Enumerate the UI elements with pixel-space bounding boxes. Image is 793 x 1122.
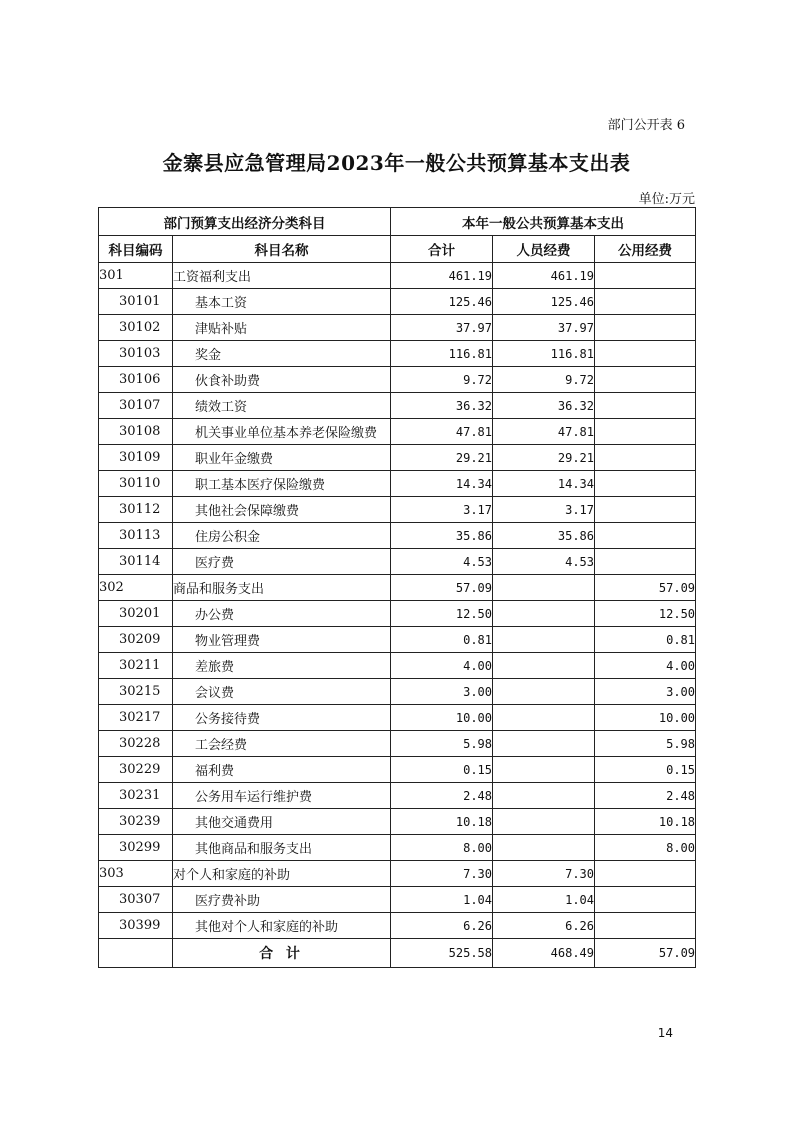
row-name: 其他对个人和家庭的补助 xyxy=(173,913,391,939)
row-name: 福利费 xyxy=(173,757,391,783)
column-header-code: 科目编码 xyxy=(99,236,173,263)
total-row xyxy=(99,939,696,968)
row-total: 4.53 xyxy=(391,549,493,575)
row-public xyxy=(595,523,696,549)
table-row xyxy=(99,419,696,445)
row-name: 商品和服务支出 xyxy=(173,575,391,601)
table-row xyxy=(99,913,696,939)
row-name: 会议费 xyxy=(173,679,391,705)
row-personnel: 36.32 xyxy=(493,393,595,419)
table-number: 部门公开表 6 xyxy=(607,118,685,133)
row-code: 30217 xyxy=(99,705,173,731)
row-code: 30106 xyxy=(99,367,173,393)
total-personnel: 468.49 xyxy=(493,939,595,968)
table-row xyxy=(99,601,696,627)
row-total: 9.72 xyxy=(391,367,493,393)
row-total: 14.34 xyxy=(391,471,493,497)
row-personnel xyxy=(493,809,595,835)
row-code: 30399 xyxy=(99,913,173,939)
row-total: 2.48 xyxy=(391,783,493,809)
row-name: 对个人和家庭的补助 xyxy=(173,861,391,887)
page-title: 金寨县应急管理局2023年一般公共预算基本支出表 xyxy=(162,151,631,175)
row-code: 30108 xyxy=(99,419,173,445)
row-public: 2.48 xyxy=(595,783,696,809)
row-personnel xyxy=(493,705,595,731)
row-code: 30239 xyxy=(99,809,173,835)
row-personnel: 37.97 xyxy=(493,315,595,341)
row-personnel xyxy=(493,653,595,679)
row-total: 8.00 xyxy=(391,835,493,861)
total-code-cell xyxy=(99,939,173,968)
row-personnel: 29.21 xyxy=(493,445,595,471)
row-name: 其他交通费用 xyxy=(173,809,391,835)
table-row xyxy=(99,393,696,419)
row-code: 30107 xyxy=(99,393,173,419)
row-code: 30228 xyxy=(99,731,173,757)
row-total: 12.50 xyxy=(391,601,493,627)
column-header-name: 科目名称 xyxy=(173,236,391,263)
row-public xyxy=(595,367,696,393)
table-row xyxy=(99,341,696,367)
row-public xyxy=(595,497,696,523)
row-total: 3.17 xyxy=(391,497,493,523)
row-personnel: 7.30 xyxy=(493,861,595,887)
row-code: 30103 xyxy=(99,341,173,367)
row-code: 30109 xyxy=(99,445,173,471)
row-public xyxy=(595,315,696,341)
row-total: 0.15 xyxy=(391,757,493,783)
table-row xyxy=(99,627,696,653)
row-personnel: 4.53 xyxy=(493,549,595,575)
row-code: 30112 xyxy=(99,497,173,523)
row-name: 职工基本医疗保险缴费 xyxy=(173,471,391,497)
row-public: 12.50 xyxy=(595,601,696,627)
row-public xyxy=(595,289,696,315)
row-total: 10.00 xyxy=(391,705,493,731)
row-public xyxy=(595,263,696,289)
row-name: 差旅费 xyxy=(173,653,391,679)
table-row xyxy=(99,809,696,835)
row-name: 绩效工资 xyxy=(173,393,391,419)
row-total: 10.18 xyxy=(391,809,493,835)
row-total: 3.00 xyxy=(391,679,493,705)
row-name: 奖金 xyxy=(173,341,391,367)
table-row xyxy=(99,679,696,705)
row-total: 29.21 xyxy=(391,445,493,471)
row-code: 30113 xyxy=(99,523,173,549)
unit-label: 单位:万元 xyxy=(638,192,695,207)
row-total: 4.00 xyxy=(391,653,493,679)
row-code: 302 xyxy=(99,575,173,601)
row-code: 30209 xyxy=(99,627,173,653)
row-public: 10.18 xyxy=(595,809,696,835)
row-personnel: 47.81 xyxy=(493,419,595,445)
table-row xyxy=(99,263,696,289)
row-code: 30231 xyxy=(99,783,173,809)
row-total: 35.86 xyxy=(391,523,493,549)
column-header-personnel: 人员经费 xyxy=(493,236,595,263)
row-name: 医疗费 xyxy=(173,549,391,575)
table-row xyxy=(99,731,696,757)
row-code: 30229 xyxy=(99,757,173,783)
table-row xyxy=(99,705,696,731)
row-public xyxy=(595,887,696,913)
row-personnel: 116.81 xyxy=(493,341,595,367)
row-public xyxy=(595,913,696,939)
total-public: 57.09 xyxy=(595,939,696,968)
row-total: 36.32 xyxy=(391,393,493,419)
table-row xyxy=(99,367,696,393)
row-code: 303 xyxy=(99,861,173,887)
row-personnel xyxy=(493,731,595,757)
table-row xyxy=(99,289,696,315)
row-code: 30110 xyxy=(99,471,173,497)
table-row xyxy=(99,523,696,549)
table-row xyxy=(99,497,696,523)
table-row xyxy=(99,471,696,497)
row-public: 3.00 xyxy=(595,679,696,705)
row-personnel xyxy=(493,835,595,861)
table-row xyxy=(99,575,696,601)
row-total: 116.81 xyxy=(391,341,493,367)
row-name: 公务接待费 xyxy=(173,705,391,731)
row-personnel xyxy=(493,627,595,653)
row-personnel xyxy=(493,783,595,809)
row-name: 基本工资 xyxy=(173,289,391,315)
row-total: 461.19 xyxy=(391,263,493,289)
row-name: 公务用车运行维护费 xyxy=(173,783,391,809)
row-total: 57.09 xyxy=(391,575,493,601)
table-row xyxy=(99,549,696,575)
row-name: 工会经费 xyxy=(173,731,391,757)
row-name: 津贴补贴 xyxy=(173,315,391,341)
table-row xyxy=(99,835,696,861)
row-personnel: 6.26 xyxy=(493,913,595,939)
row-code: 30215 xyxy=(99,679,173,705)
row-public xyxy=(595,549,696,575)
row-public: 4.00 xyxy=(595,653,696,679)
row-total: 1.04 xyxy=(391,887,493,913)
row-personnel: 1.04 xyxy=(493,887,595,913)
row-total: 6.26 xyxy=(391,913,493,939)
table-row xyxy=(99,757,696,783)
row-total: 0.81 xyxy=(391,627,493,653)
page-number: 14 xyxy=(657,1026,673,1040)
row-personnel xyxy=(493,575,595,601)
row-public: 57.09 xyxy=(595,575,696,601)
row-public xyxy=(595,445,696,471)
total-label: 合 计 xyxy=(173,939,391,968)
row-public: 0.81 xyxy=(595,627,696,653)
row-personnel xyxy=(493,601,595,627)
row-code: 30307 xyxy=(99,887,173,913)
row-code: 30114 xyxy=(99,549,173,575)
row-code: 30101 xyxy=(99,289,173,315)
row-personnel: 14.34 xyxy=(493,471,595,497)
row-name: 工资福利支出 xyxy=(173,263,391,289)
row-name: 物业管理费 xyxy=(173,627,391,653)
row-name: 机关事业单位基本养老保险缴费 xyxy=(173,419,391,445)
row-personnel: 461.19 xyxy=(493,263,595,289)
row-total: 125.46 xyxy=(391,289,493,315)
row-public xyxy=(595,861,696,887)
row-public: 10.00 xyxy=(595,705,696,731)
row-public: 8.00 xyxy=(595,835,696,861)
row-code: 30299 xyxy=(99,835,173,861)
row-personnel: 125.46 xyxy=(493,289,595,315)
row-total: 7.30 xyxy=(391,861,493,887)
row-name: 职业年金缴费 xyxy=(173,445,391,471)
row-public xyxy=(595,419,696,445)
row-name: 其他社会保障缴费 xyxy=(173,497,391,523)
table-row xyxy=(99,783,696,809)
row-personnel: 3.17 xyxy=(493,497,595,523)
column-header-public: 公用经费 xyxy=(595,236,696,263)
row-total: 37.97 xyxy=(391,315,493,341)
row-public xyxy=(595,471,696,497)
row-public: 5.98 xyxy=(595,731,696,757)
row-public xyxy=(595,393,696,419)
table-row xyxy=(99,315,696,341)
row-code: 30211 xyxy=(99,653,173,679)
row-personnel: 35.86 xyxy=(493,523,595,549)
row-total: 47.81 xyxy=(391,419,493,445)
row-name: 其他商品和服务支出 xyxy=(173,835,391,861)
row-name: 住房公积金 xyxy=(173,523,391,549)
row-code: 301 xyxy=(99,263,173,289)
row-code: 30102 xyxy=(99,315,173,341)
total-amount: 525.58 xyxy=(391,939,493,968)
header-economic-classification: 部门预算支出经济分类科目 xyxy=(99,208,391,236)
column-header-total: 合计 xyxy=(391,236,493,263)
row-public xyxy=(595,341,696,367)
row-name: 办公费 xyxy=(173,601,391,627)
row-total: 5.98 xyxy=(391,731,493,757)
row-name: 医疗费补助 xyxy=(173,887,391,913)
row-personnel xyxy=(493,679,595,705)
header-basic-expenditure: 本年一般公共预算基本支出 xyxy=(391,208,696,236)
row-public: 0.15 xyxy=(595,757,696,783)
row-personnel xyxy=(493,757,595,783)
table-row xyxy=(99,445,696,471)
row-personnel: 9.72 xyxy=(493,367,595,393)
row-name: 伙食补助费 xyxy=(173,367,391,393)
table-row xyxy=(99,653,696,679)
table-row xyxy=(99,861,696,887)
table-row xyxy=(99,887,696,913)
row-code: 30201 xyxy=(99,601,173,627)
budget-table xyxy=(98,207,696,968)
